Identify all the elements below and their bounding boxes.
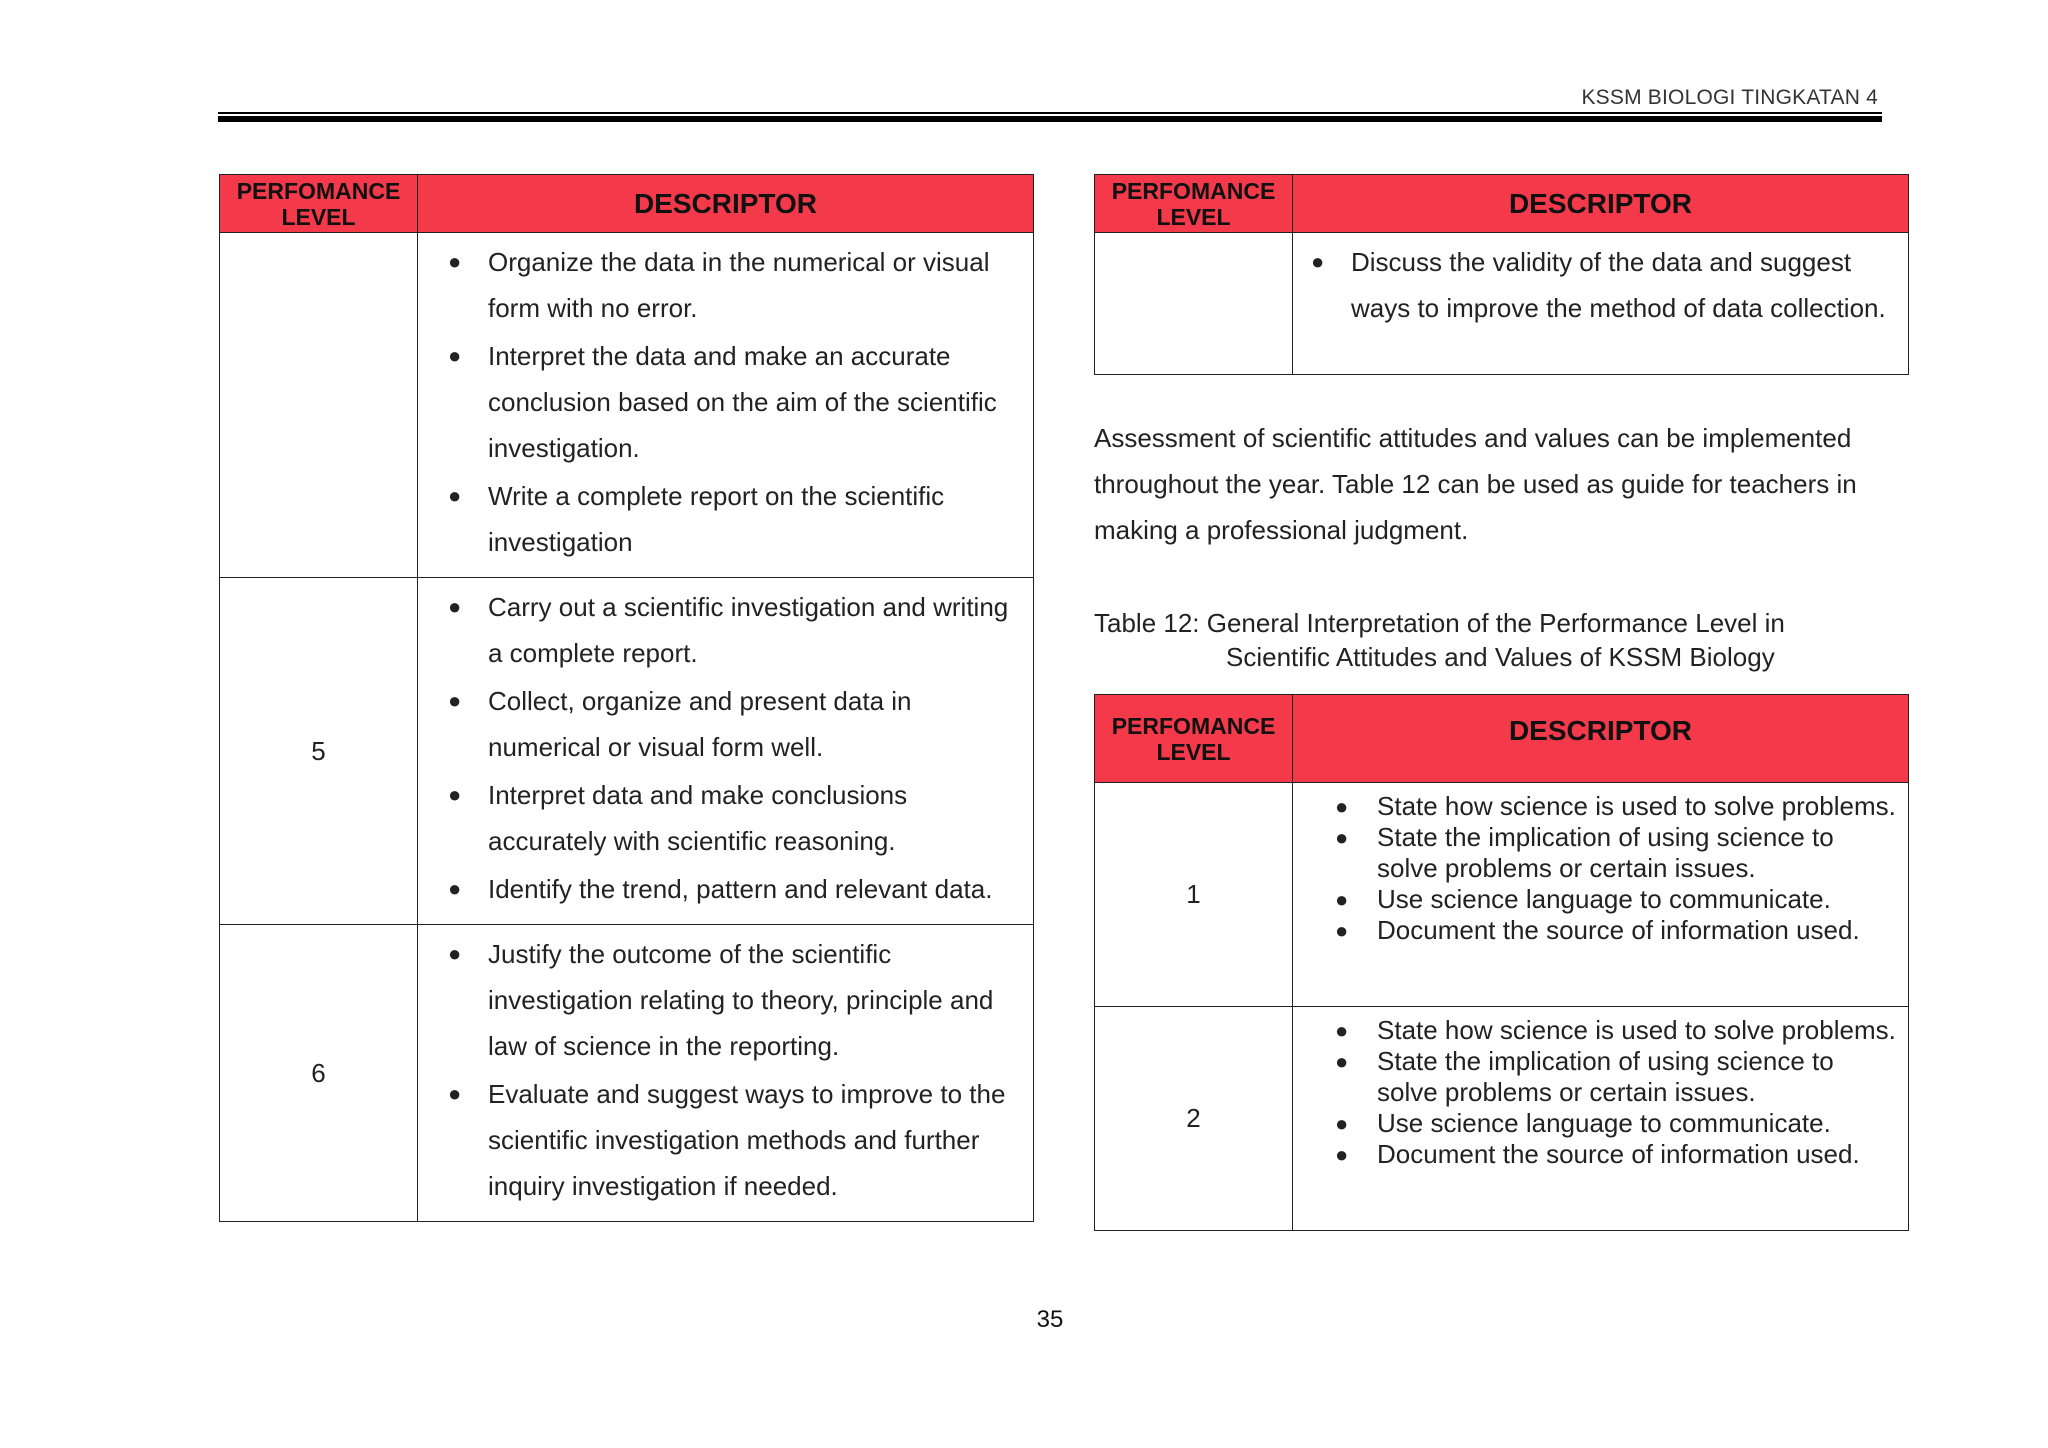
header-rule-thick xyxy=(218,116,1882,122)
level-cell: 5 xyxy=(220,578,418,925)
descriptor-item: ● Discuss the validity of the data and suggest ways to improve the method of data collection. xyxy=(1311,239,1898,331)
descriptor-item: ● State how science is used to solve problems. xyxy=(1335,791,1896,821)
column-header-descriptor: DESCRIPTOR xyxy=(418,175,1034,233)
descriptor-item: ● Write a complete report on the scientific investigation xyxy=(448,473,1023,565)
table-caption xyxy=(1094,606,1914,674)
bullet-icon: ● xyxy=(448,876,462,901)
bullet-icon: ● xyxy=(448,483,462,508)
column-header-descriptor: DESCRIPTOR xyxy=(1293,695,1909,783)
descriptor-item: ● Carry out a scientific investigation and writing a complete report. xyxy=(448,584,1023,676)
bullet-icon: ● xyxy=(448,1081,462,1106)
descriptor-item: ● Interpret data and make conclusions accurately with scientific reasoning. xyxy=(448,772,1023,864)
descriptor-item: ● State how science is used to solve problems. xyxy=(1335,1015,1896,1045)
level-cell xyxy=(1095,233,1293,375)
column-header-level: PERFOMANCE LEVEL xyxy=(1095,695,1293,783)
descriptor-item: ● Evaluate and suggest ways to improve to the scientific investigation methods and further inquiry investigation if needed. xyxy=(448,1071,1023,1209)
assessment-paragraph: Assessment of scientific attitudes and values can be implemented throughout the year. Table 12 can be used as guide for teachers in making a professional judgment. xyxy=(1094,423,1857,545)
table-row xyxy=(1095,783,1909,1007)
bullet-icon: ● xyxy=(448,688,462,713)
column-header-level: PERFOMANCE LEVEL xyxy=(220,175,418,233)
left-performance-table xyxy=(219,174,1034,1222)
descriptor-cell xyxy=(1293,233,1909,375)
descriptor-item: ● Identify the trend, pattern and relevant data. xyxy=(448,866,1023,912)
descriptor-cell xyxy=(1293,783,1909,1007)
descriptor-item: ● Interpret the data and make an accurate conclusion based on the aim of the scientific investigation. xyxy=(448,333,1023,471)
table-row xyxy=(1095,1007,1909,1231)
caption-line-2: Scientific Attitudes and Values of KSSM Biology xyxy=(1226,642,1775,672)
bullet-icon: ● xyxy=(448,249,462,274)
descriptor-item: ● Use science language to communicate. xyxy=(1335,884,1831,914)
descriptor-item: ● Document the source of information used. xyxy=(1335,1139,1860,1169)
caption-line-1: Table 12: General Interpretation of the Performance Level in xyxy=(1094,608,1785,638)
bullet-icon: ● xyxy=(448,782,462,807)
bullet-icon: ● xyxy=(1311,249,1325,274)
descriptor-item: ● Justify the outcome of the scientific investigation relating to theory, principle and law of science in the reporting. xyxy=(448,931,1023,1069)
document-running-header: KSSM BIOLOGI TINGKATAN 4 xyxy=(1581,86,1878,109)
descriptor-cell xyxy=(418,233,1034,578)
right-bottom-performance-table xyxy=(1094,694,1909,1231)
table-row xyxy=(220,233,1034,578)
column-header-level: PERFOMANCE LEVEL xyxy=(1095,175,1293,233)
table-row xyxy=(220,925,1034,1222)
table-row xyxy=(1095,233,1909,375)
descriptor-item: ● State the implication of using science to solve problems or certain issues. xyxy=(1335,1046,1834,1107)
descriptor-item: ● Use science language to communicate. xyxy=(1335,1108,1831,1138)
descriptor-cell xyxy=(418,578,1034,925)
descriptor-cell xyxy=(1293,1007,1909,1231)
descriptor-item: ● State the implication of using science to solve problems or certain issues. xyxy=(1335,822,1834,883)
bullet-icon: ● xyxy=(448,941,462,966)
table-row xyxy=(220,578,1034,925)
bullet-icon: ● xyxy=(1335,1111,1349,1136)
bullet-icon: ● xyxy=(448,594,462,619)
level-cell: 2 xyxy=(1095,1007,1293,1231)
column-header-descriptor: DESCRIPTOR xyxy=(1293,175,1909,233)
bullet-icon: ● xyxy=(1335,1142,1349,1167)
bullet-icon: ● xyxy=(1335,825,1349,850)
descriptor-cell xyxy=(418,925,1034,1222)
right-top-performance-table xyxy=(1094,174,1909,375)
bullet-icon: ● xyxy=(1335,887,1349,912)
page-number: 35 xyxy=(1036,1306,1064,1333)
bullet-icon: ● xyxy=(1335,1049,1349,1074)
bullet-icon: ● xyxy=(1335,918,1349,943)
level-cell xyxy=(220,233,418,578)
descriptor-item: ● Document the source of information used. xyxy=(1335,915,1860,945)
header-rule-thin xyxy=(218,112,1882,114)
level-cell: 6 xyxy=(220,925,418,1222)
level-cell: 1 xyxy=(1095,783,1293,1007)
bullet-icon: ● xyxy=(1335,1018,1349,1043)
descriptor-item: ● Collect, organize and present data in numerical or visual form well. xyxy=(448,678,1023,770)
descriptor-item: ● Organize the data in the numerical or visual form with no error. xyxy=(448,239,1023,331)
bullet-icon: ● xyxy=(1335,794,1349,819)
bullet-icon: ● xyxy=(448,343,462,368)
